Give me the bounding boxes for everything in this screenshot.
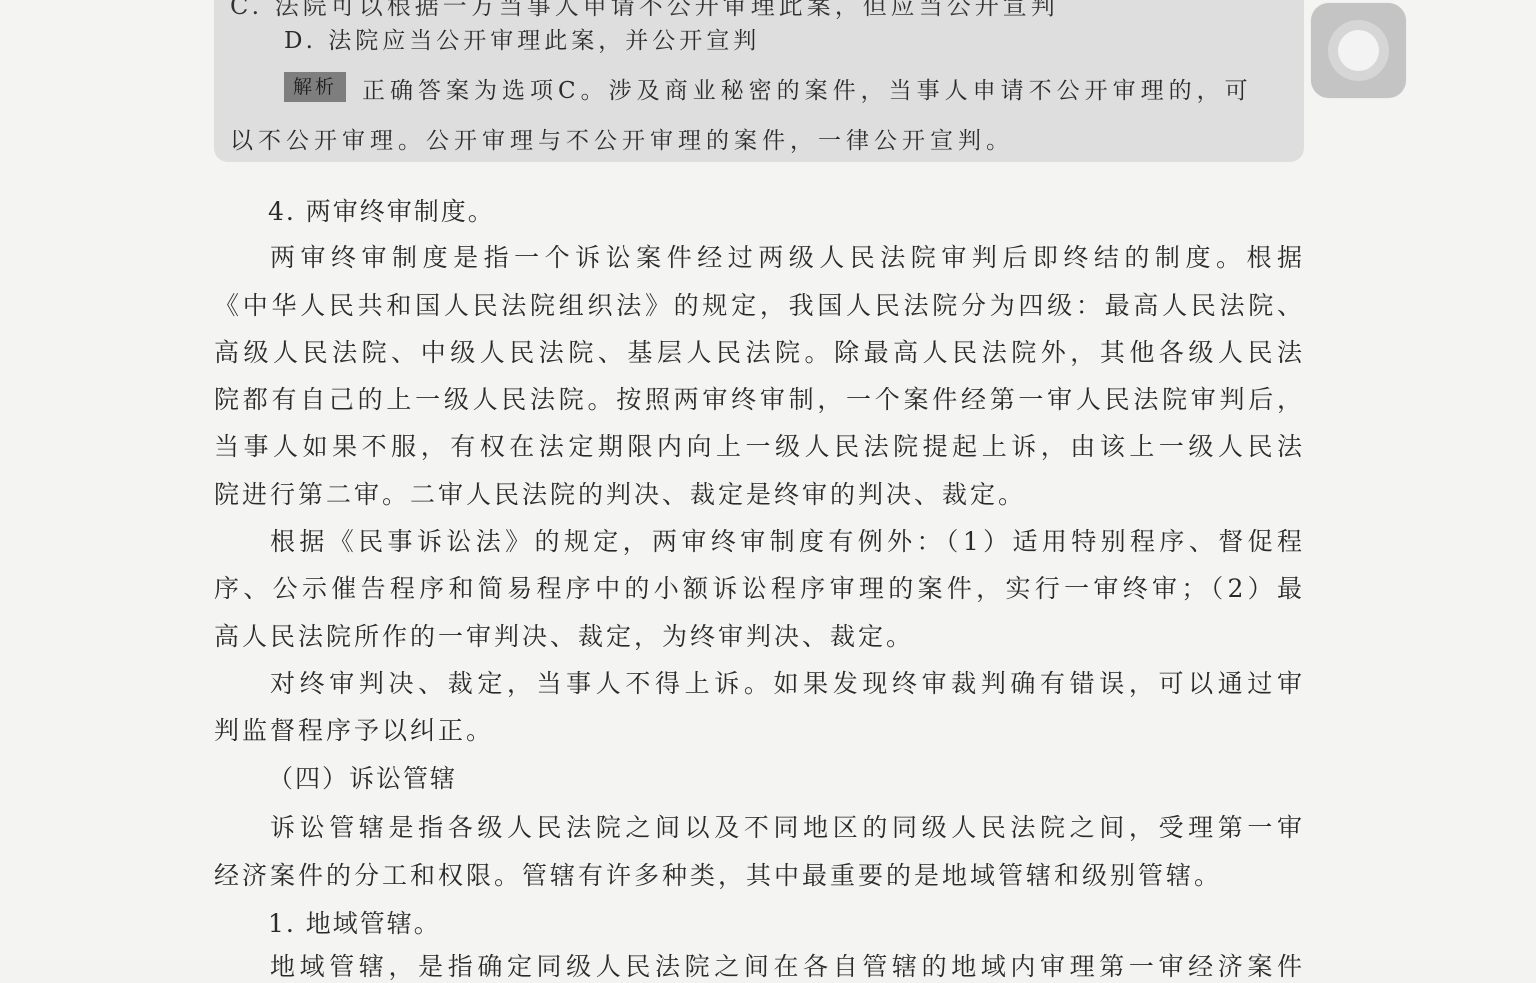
- analysis-tag: 解析: [284, 72, 346, 102]
- analysis-line-2: 以不公开审理。公开审理与不公开审理的案件，一律公开宣判。: [230, 128, 1014, 154]
- heading-territorial-jurisdiction: 1. 地域管辖。: [268, 909, 441, 938]
- paragraph-line: 《中华人民共和国人民法院组织法》的规定，我国人民法院分为四级：最高人民法院、: [214, 291, 1302, 320]
- option-d: D. 法院应当公开审理此案，并公开宣判: [284, 28, 761, 54]
- heading-litigation-jurisdiction: （四）诉讼管辖: [268, 764, 458, 793]
- paragraph-line: 当事人如果不服，有权在法定期限内向上一级人民法院提起上诉，由该上一级人民法: [214, 432, 1302, 461]
- assistive-touch-center: [1338, 30, 1379, 71]
- paragraph-line: 诉讼管辖是指各级人民法院之间以及不同地区的同级人民法院之间，受理第一审: [270, 813, 1302, 842]
- paragraph-line: 院都有自己的上一级人民法院。按照两审终审制，一个案件经第一审人民法院审判后，: [214, 385, 1302, 414]
- assistive-touch-button[interactable]: [1311, 3, 1406, 98]
- paragraph-line: 经济案件的分工和权限。管辖有许多种类，其中最重要的是地域管辖和级别管辖。: [214, 861, 1223, 890]
- paragraph-line-partial: 地域管辖，是指确定同级人民法院之间在各自管辖的地域内审理第一审经济案件: [270, 952, 1302, 981]
- heading-two-tier-trial: 4. 两审终审制度。: [268, 197, 495, 226]
- paragraph-line: 高级人民法院、中级人民法院、基层人民法院。除最高人民法院外，其他各级人民法: [214, 338, 1302, 367]
- paragraph-line: 高人民法院所作的一审判决、裁定，为终审判决、裁定。: [214, 622, 915, 651]
- paragraph-line: 序、公示催告程序和简易程序中的小额诉讼程序审理的案件，实行一审终审；（2）最: [214, 574, 1302, 603]
- option-c-partial: [230, 0, 1270, 8]
- paragraph-line: 对终审判决、裁定，当事人不得上诉。如果发现终审裁判确有错误，可以通过审: [270, 669, 1302, 698]
- assistive-touch-ring: [1328, 20, 1389, 81]
- analysis-line-1: 正确答案为选项C。涉及商业秘密的案件，当事人申请不公开审理的，可: [362, 78, 1253, 104]
- paragraph-line: 院进行第二审。二审人民法院的判决、裁定是终审的判决、裁定。: [214, 480, 1027, 509]
- paragraph-line: 两审终审制度是指一个诉讼案件经过两级人民法院审判后即终结的制度。根据: [270, 243, 1302, 272]
- paragraph-line: 判监督程序予以纠正。: [214, 716, 495, 745]
- paragraph-line: 根据《民事诉讼法》的规定，两审终审制度有例外：（1）适用特别程序、督促程: [270, 527, 1302, 556]
